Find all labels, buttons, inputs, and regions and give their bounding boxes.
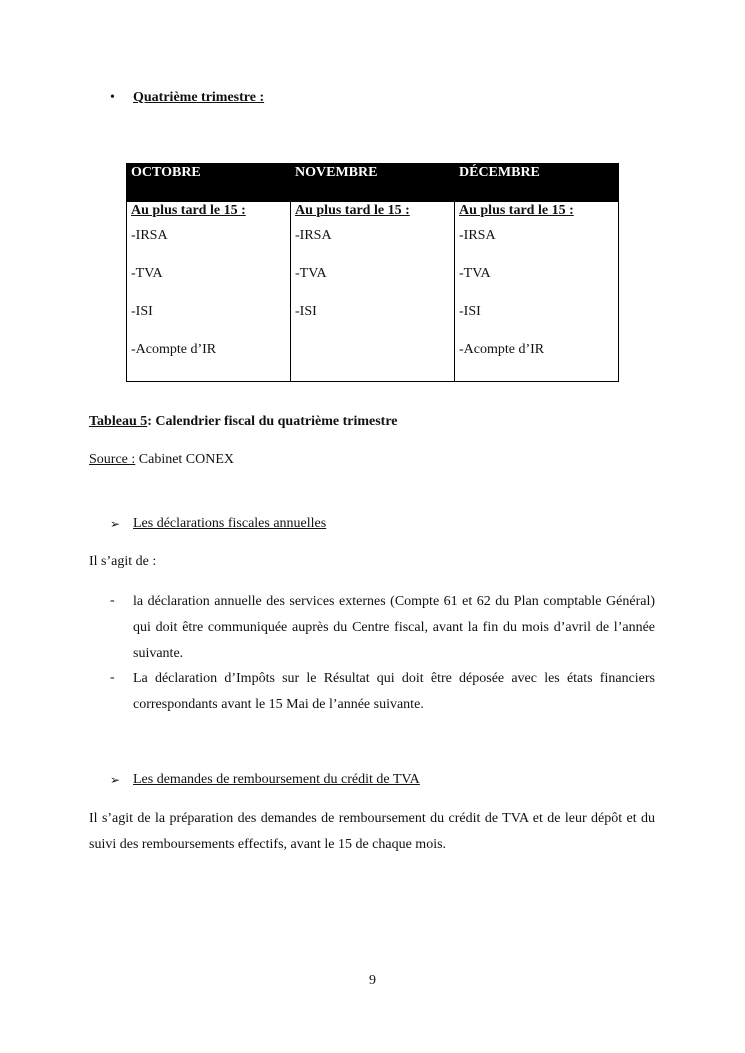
table-column-november <box>291 202 455 382</box>
caption-label: Tableau 5 <box>89 414 148 429</box>
table-column-october <box>127 202 291 382</box>
page-number: 9 <box>369 973 376 988</box>
source-label: Source : <box>89 452 136 467</box>
table-caption <box>89 414 398 430</box>
deadline-label: Au plus tard le 15 : <box>295 203 410 218</box>
section-title-annual-declarations: Les déclarations fiscales annuelles <box>133 516 327 531</box>
fiscal-calendar-table <box>126 163 619 382</box>
list-item-annual-services: la déclaration annuelle des services externes (Compte 61 et 62 du Plan comptable Général) qui doit être communiquée auprès du Centre fiscal, avant la fin du mois d’avril de l’année suivante. <box>133 594 655 661</box>
section-title-vat-refund: Les demandes de remboursement du crédit de TVA <box>133 772 420 787</box>
arrow-bullet-icon: ➢ <box>110 517 121 531</box>
source-text: Cabinet CONEX <box>135 452 235 467</box>
tax-item: -IRSA <box>131 228 168 243</box>
table-column-december <box>455 202 619 382</box>
table-header-row <box>127 164 618 202</box>
section-intro: Il s’agit de : <box>89 554 157 569</box>
tax-item: -IRSA <box>295 228 332 243</box>
deadline-label: Au plus tard le 15 : <box>459 203 574 218</box>
dash-bullet: - <box>110 593 115 608</box>
header-october: OCTOBRE <box>131 165 201 180</box>
tax-item: -IRSA <box>459 228 496 243</box>
deadline-label: Au plus tard le 15 : <box>131 203 246 218</box>
tax-item: -ISI <box>459 304 481 319</box>
header-november: NOVEMBRE <box>295 165 378 180</box>
tax-item: -TVA <box>295 266 327 281</box>
tax-item: -Acompte d’IR <box>131 342 217 357</box>
tax-item: -ISI <box>295 304 317 319</box>
bullet-icon: • <box>110 90 115 105</box>
paragraph-vat-refund: Il s’agit de la préparation des demandes de remboursement du crédit de TVA et de leur dépôt et du suivi des remboursements effectifs, avant le 15 de chaque mois. <box>89 811 655 852</box>
dash-bullet: - <box>110 670 115 685</box>
section-heading-q4: Quatrième trimestre : <box>133 90 265 105</box>
header-december: DÉCEMBRE <box>459 165 540 180</box>
tax-item: -TVA <box>131 266 163 281</box>
arrow-bullet-icon: ➢ <box>110 773 121 787</box>
table-source <box>89 452 234 468</box>
tax-item: -ISI <box>131 304 153 319</box>
tax-item: -TVA <box>459 266 491 281</box>
list-item-income-tax: La déclaration d’Impôts sur le Résultat qui doit être déposée avec les états financiers correspondants avant le 15 Mai de l’année suivante. <box>133 671 655 712</box>
tax-item: -Acompte d’IR <box>459 342 545 357</box>
caption-text: : Calendrier fiscal du quatrième trimestre <box>147 414 398 429</box>
